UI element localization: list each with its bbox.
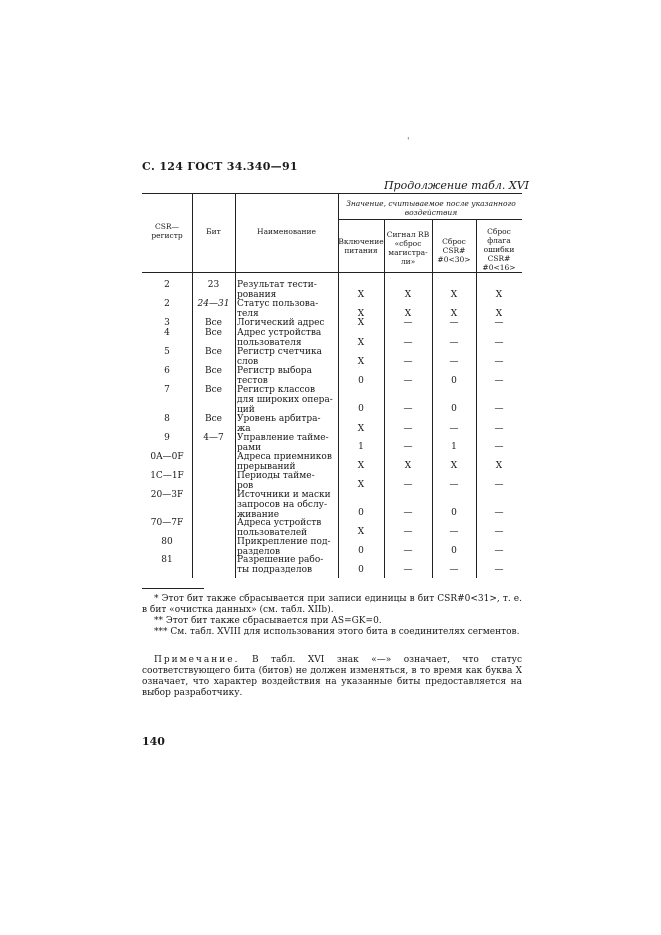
row-rb-signal: X [404,290,412,300]
row-reset-csr: — [449,318,459,328]
note-text: В табл. XVI знак «—» означает, что статус соответствующего бита (битов) не должен изменяться, в то время как буква X означает, что характер воздействия на указанные биты предоставляется на выбор разработчику. [142,655,522,698]
note-label: Примечание. [154,655,240,665]
row-register: 2 [164,280,170,290]
row-power-on: 0 [358,508,364,518]
row-rb-signal: — [403,546,413,556]
row-reset-flag: — [494,442,504,452]
header-name: Наименование [257,227,316,236]
row-reset-flag: — [494,508,504,518]
row-reset-flag: — [494,338,504,348]
footnote-rule [142,588,204,589]
row-register: 80 [161,537,173,547]
row-reset-csr: X [450,309,458,319]
row-rb-signal: — [403,404,413,414]
column-divider-6 [476,219,477,578]
row-power-on: X [357,461,365,471]
row-register: 20—3F [150,490,184,500]
row-reset-csr: 1 [451,442,457,452]
row-name: Разрешение рабо- ты подразделов [237,555,324,575]
row-power-on: 0 [358,546,364,556]
row-bit: Все [205,318,222,328]
row-reset-csr: 0 [451,508,457,518]
row-reset-flag: — [494,376,504,386]
row-power-on: X [357,338,365,348]
row-bit: 23 [207,280,220,290]
row-register: 3 [164,318,170,328]
header-reset-csr: Сброс CSR# #0<30> [437,237,471,264]
row-name: Адрес устройства пользователя [237,328,322,348]
row-register: 2 [164,299,170,309]
row-bit: Все [205,366,222,376]
row-power-on: X [357,424,365,434]
row-power-on: X [357,290,365,300]
row-reset-csr: 0 [451,546,457,556]
row-reset-csr: — [449,357,459,367]
row-register: 9 [164,433,170,443]
row-reset-flag: — [494,565,504,575]
row-power-on: 0 [358,404,364,414]
header-power-on: Включение питания [338,237,384,255]
row-name: Периоды тайме- ров [237,471,315,491]
row-register: 6 [164,366,170,376]
footnote-1: * Этот бит также сбрасывается при записи единицы в бит CSR#0<31>, т. е. в бит «очистка данных» (см. табл. XIIb). [142,594,522,615]
row-reset-csr: X [450,290,458,300]
row-name: Регистр выбора тестов [237,366,312,386]
row-reset-flag: — [494,318,504,328]
row-reset-flag: — [494,357,504,367]
row-name: Прикрепление под- разделов [237,537,331,557]
row-reset-flag: X [495,290,503,300]
row-power-on: 0 [358,376,364,386]
row-register: 4 [164,328,170,338]
group-header-rule [338,219,522,220]
column-divider-4 [384,219,385,578]
stray-mark: ' [407,137,410,147]
row-reset-csr: — [449,480,459,490]
row-rb-signal: — [403,527,413,537]
row-name: Уровень арбитра- жа [237,414,321,434]
header-rb-signal: Сигнал RB «сброс магистра- ли» [386,230,430,266]
row-reset-csr: — [449,565,459,575]
row-name: Источники и маски запросов на обслу- живание [237,490,331,520]
row-register: 7 [164,385,170,395]
column-divider-2 [235,193,236,578]
row-power-on: X [357,357,365,367]
row-reset-csr: — [449,338,459,348]
row-bit: 4—7 [203,433,224,443]
table-continuation-label: Продолжение табл. XVI [383,179,529,192]
row-reset-csr: 0 [451,404,457,414]
row-rb-signal: — [403,424,413,434]
row-reset-flag: — [494,424,504,434]
row-bit: Все [205,328,222,338]
row-bit: Все [205,414,222,424]
row-rb-signal: — [403,318,413,328]
row-rb-signal: X [404,309,412,319]
row-name: Статус пользова- теля [237,299,319,319]
row-rb-signal: — [403,376,413,386]
row-name: Адреса устройств пользователей [237,518,322,538]
footnote-2: ** Этот бит также сбрасывается при AS=GK=0. [154,616,382,626]
row-register: 70—7F [150,518,184,528]
header-bottom-rule [142,272,522,273]
row-rb-signal: — [403,442,413,452]
row-power-on: X [357,318,365,328]
row-name: Логический адрес [237,318,325,328]
header-group: Значение, считываемое после указанного воздействия [346,199,516,217]
row-power-on: 0 [358,565,364,575]
row-reset-flag: — [494,546,504,556]
row-bit: Все [205,347,222,357]
row-power-on: X [357,309,365,319]
table-top-rule [142,193,522,194]
row-name: Адреса приемников прерываний [237,452,332,472]
row-register: 81 [161,555,173,565]
row-rb-signal: X [404,461,412,471]
row-rb-signal: — [403,357,413,367]
row-name: Результат тести- рования [237,280,317,300]
row-reset-flag: X [495,461,503,471]
row-name: Управление таймe- рами [237,433,329,453]
row-power-on: 1 [358,442,364,452]
row-register: 0A—0F [150,452,184,462]
row-register: 1C—1F [150,471,184,481]
row-reset-csr: 0 [451,376,457,386]
column-divider-5 [432,219,433,578]
row-reset-flag: — [494,480,504,490]
row-register: 5 [164,347,170,357]
note-paragraph [142,655,522,699]
header-reset-flag: Сброс флага ошибки CSR# #0<16> [482,227,516,272]
row-reset-flag: X [495,309,503,319]
row-rb-signal: — [403,338,413,348]
row-rb-signal: — [403,508,413,518]
row-register: 8 [164,414,170,424]
page-header: С. 124 ГОСТ 34.340—91 [142,160,298,173]
row-reset-csr: — [449,424,459,434]
row-power-on: X [357,527,365,537]
row-reset-flag: — [494,404,504,414]
footnote-3: *** См. табл. XVIII для использования этого бита в соединителях сегментов. [154,627,520,637]
row-reset-csr: — [449,527,459,537]
page-number: 140 [142,735,165,748]
row-name: Регистр классов для широких опера- ций [237,385,333,415]
row-power-on: X [357,480,365,490]
row-rb-signal: — [403,480,413,490]
header-bit: Бит [206,227,221,236]
row-reset-csr: X [450,461,458,471]
row-name: Регистр счетчика слов [237,347,322,367]
row-rb-signal: — [403,565,413,575]
row-reset-flag: — [494,527,504,537]
row-bit: 24—31 [197,299,230,309]
row-bit: Все [205,385,222,395]
header-register: CSR— регистр [151,222,183,240]
